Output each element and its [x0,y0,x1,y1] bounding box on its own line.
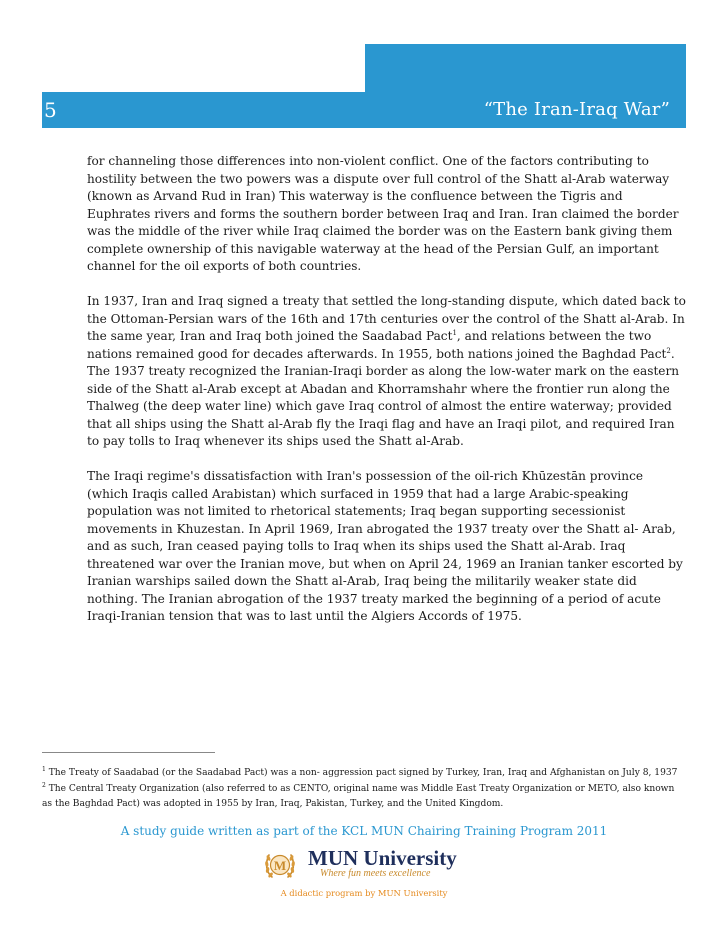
didactic-program-line: A didactic program by MUN University [280,888,448,898]
paragraph-2-part-b: , and relations between the two nations remained good for decades afterwards. In 1955, both nations joined the Baghdad Pact [87,329,667,361]
footnote-1 [42,766,682,782]
footnote-ref-2[interactable]: 2 [666,346,671,355]
logo-tagline: Where fun meets excellence [320,868,431,879]
paragraph-1: for channeling those differences into non-violent conflict. One of the factors contributing to hostility between the two powers was a dispute over full control of the Shatt al-Arab waterway (known as Arvand Rud in Iran) This waterway is the confluence between the Tigris and Euphrates rivers and forms the southern border between Iraq and Iran. Iran claimed the border was the middle of the river while Iraq claimed the border was on the Eastern bank giving them complete ownership of this navigable waterway at the head of the Persian Gulf, an important channel for the oil exports of both countries. [87,154,679,273]
logo-name: MUN University [308,846,457,870]
page-number: 5 [44,98,57,122]
logo-letter: M [273,858,287,873]
paragraph-2-part-a: In 1937, Iran and Iraq signed a treaty that settled the long-standing dispute, which dated back to the Ottoman-Persian wars of the 16th and 17th centuries over the control of the Shatt al-Arab. In the same year, Iran and Iraq both joined the Saadabad Pact [87,294,686,343]
footnote-2 [42,782,682,813]
footnote-text-1: The Treaty of Saadabad (or the Saadabad Pact) was a non- aggression pact signed by Turkey, Iran, Iraq and Afghanistan on July 8, 1937 [45,768,678,778]
footnotes [42,766,682,813]
paragraph-3: The Iraqi regime's dissatisfaction with Iran's possession of the oil-rich Khūzestān province (which Iraqis called Arabistan) which surfaced in 1959 that had a large Arabic-speaking population was not limited to rhetorical statements; Iraq began supporting secessionist movements in Khuzestan. In April 1969, Iran abrogated the 1937 treaty over the Shatt al- Arab, and as such, Iran ceased paying tolls to Iraq when its ships used the Shatt al-Arab. Iraq threatened war over the Iranian move, but when on April 24, 1969 an Iranian tanker escorted by Iranian warships sailed down the Shatt al-Arab, Iraq being the militarily weaker state did nothing. The Iranian abrogation of the 1937 treaty marked the beginning of a period of acute Iraqi-Iranian tension that was to last until the Algiers Accords of 1975. [87,469,683,623]
footnote-mark-2: 2 [42,781,46,789]
laurel-emblem-icon [262,846,298,882]
footnote-ref-1[interactable]: 1 [452,328,457,337]
footnote-mark-1: 1 [42,765,46,773]
paragraph-2-part-c: . The 1937 treaty recognized the Iranian-Iraqi border as along the low-water mark on the eastern side of the Shatt al-Arab except at Abadan and Khorramshahr where the frontier run along the Thalweg (the deep water line) which gave Iraq control of almost the entire waterway; provided that all ships using the Shatt al-Arab fly the Iraqi flag and have an Iraqi pilot, and required Iran to pay tolls to Iraq whenever its ships used the Shatt al-Arab. [87,346,680,448]
study-guide-line: A study guide written as part of the KCL MUN Chairing Training Program 2011 [120,824,608,838]
mun-university-logo [262,846,462,882]
running-title: “The Iran-Iraq War” [483,99,670,120]
footnote-divider [42,752,215,753]
footnote-text-2: The Central Treaty Organization (also referred to as CENTO, original name was Middle East Treaty Organization or METO, also known as the Baghdad Pact) was adopted in 1955 by Iran, Iraq, Pakistan, Turkey, and the United Kingdom. [42,783,675,809]
body-text [87,153,687,643]
paragraph-2 [87,293,687,451]
